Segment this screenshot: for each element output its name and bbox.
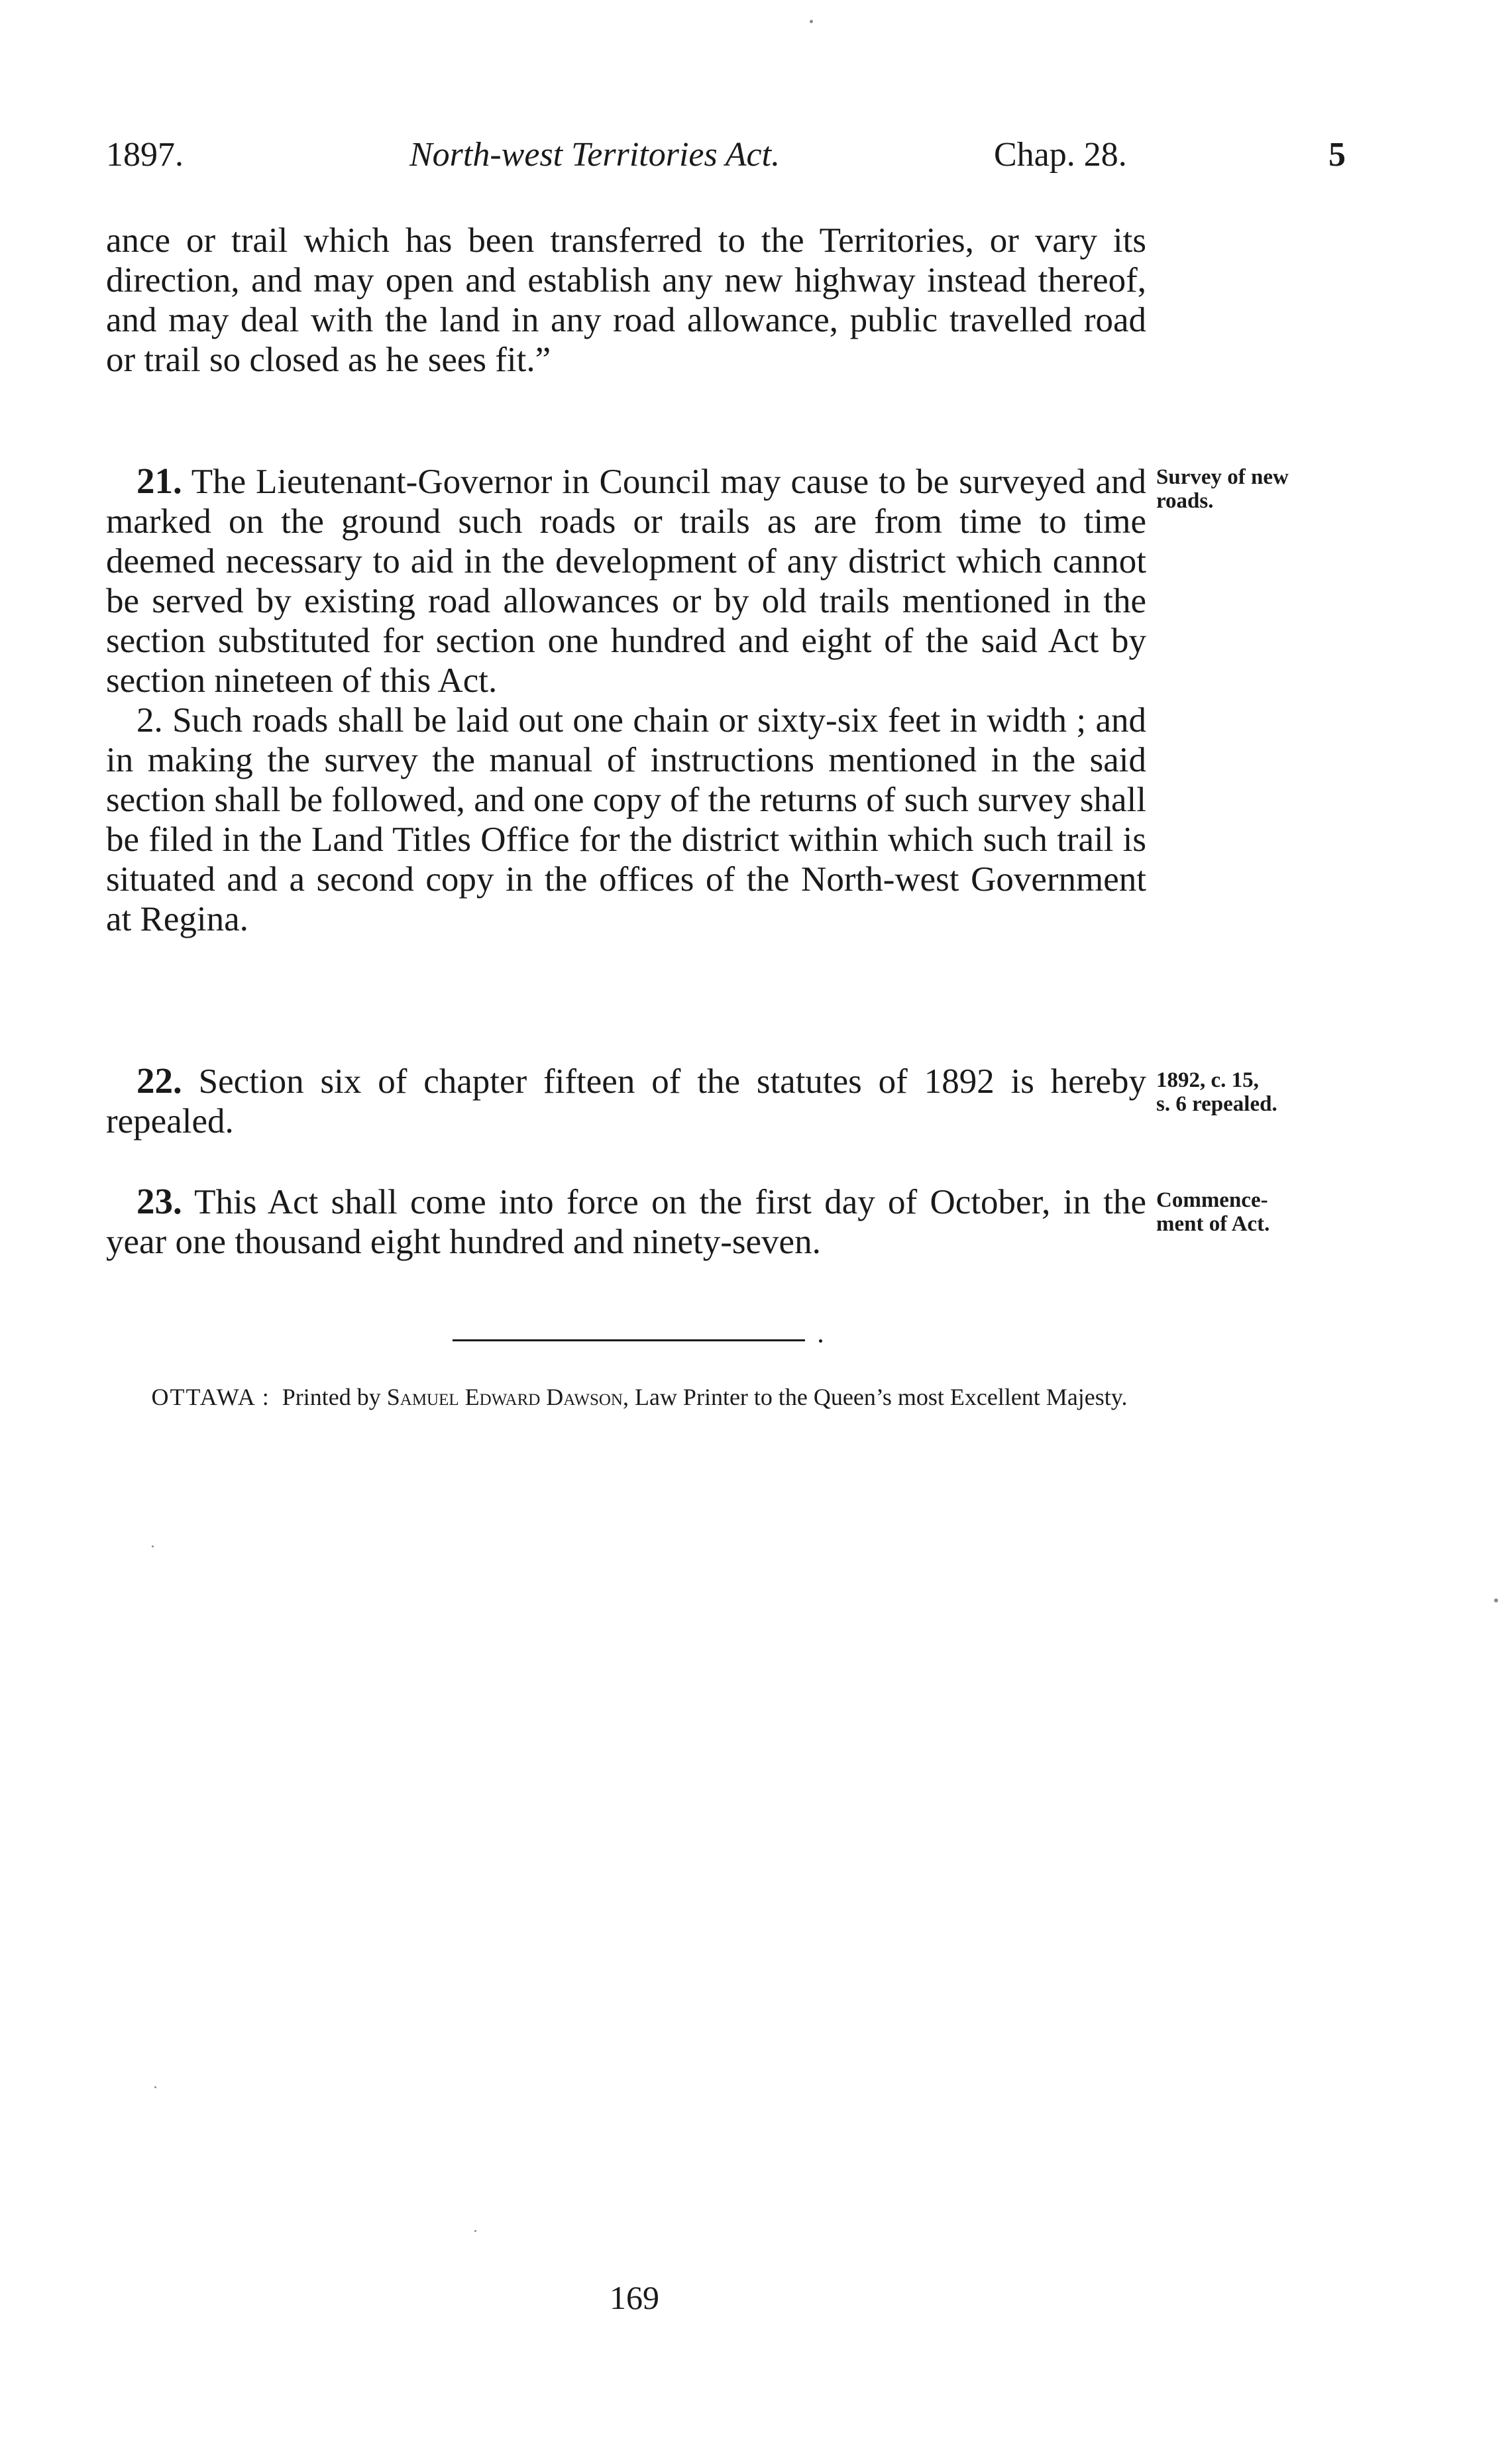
scan-speck <box>474 2230 476 2232</box>
continuation-paragraph <box>106 221 1146 380</box>
section-23 <box>106 1182 1146 1262</box>
section-22-para <box>106 1061 1146 1141</box>
header-title: North-west Territories Act. <box>409 136 781 174</box>
scan-speck <box>1494 1598 1498 1602</box>
rule-dot <box>819 1339 822 1343</box>
section-21-para-2: 2. Such roads shall be laid out one chain or sixty-six feet in width ; and in making the survey the manual of instructions mentioned in the said section shall be followed, and one copy of the returns of such survey shall be filed in the Land Titles Office for the district within which such trail is situated and a second copy in the offices of the North-west Government at Regina. <box>106 701 1146 938</box>
imprint-rest: , Law Printer to the Queen’s most Excellent Majesty. <box>622 1384 1128 1410</box>
scan-speck <box>810 20 813 23</box>
header-year: 1897. <box>106 136 184 174</box>
section-21-para-1 <box>106 461 1146 700</box>
section-text: This Act shall come into force on the first day of October, in the year one thousand eight hundred and ninety-seven. <box>106 1183 1146 1261</box>
marginal-note-commencement: Commence- ment of Act. <box>1156 1188 1270 1236</box>
imprint-printer-name: Samuel Edward Dawson <box>386 1384 623 1410</box>
section-23-para <box>106 1182 1146 1262</box>
marginal-note-repeal: 1892, c. 15, s. 6 repealed. <box>1156 1068 1277 1116</box>
imprint-place: OTTAWA : <box>151 1384 270 1410</box>
section-number: 23. <box>136 1181 182 1221</box>
section-21 <box>106 461 1146 939</box>
imprint-printed-by: Printed by <box>282 1384 381 1410</box>
scan-speck <box>152 1545 154 1547</box>
marginal-note-survey: Survey of new roads. <box>1156 465 1289 513</box>
header-chapter: Chap. 28. <box>994 136 1127 174</box>
section-text: Section six of chapter fifteen of the statutes of 1892 is hereby repealed. <box>106 1062 1146 1141</box>
scan-speck <box>154 2086 156 2088</box>
printer-imprint <box>139 1384 1140 1410</box>
folio-number: 169 <box>610 2279 659 2316</box>
section-number: 22. <box>136 1060 182 1101</box>
section-22 <box>106 1061 1146 1141</box>
closing-rule <box>453 1339 805 1341</box>
section-text: The Lieutenant-Governor in Council may cause to be surveyed and marked on the ground such roads or trails as are from time to time deemed necessary to aid in the development of any district which cannot be served by existing road allowances or by old trails mentioned in the section substituted for section one hundred and eight of the said Act by section nineteen of this Act. <box>106 463 1146 700</box>
section-number: 21. <box>136 461 182 501</box>
header-page-number: 5 <box>1328 136 1346 174</box>
continuation-text: ance or trail which has been transferred to the Territories, or vary its direction, and may open and establish any new highway instead thereof, and may deal with the land in any road allowance, public travelled road or trail so closed as he sees fit.” <box>106 221 1146 379</box>
